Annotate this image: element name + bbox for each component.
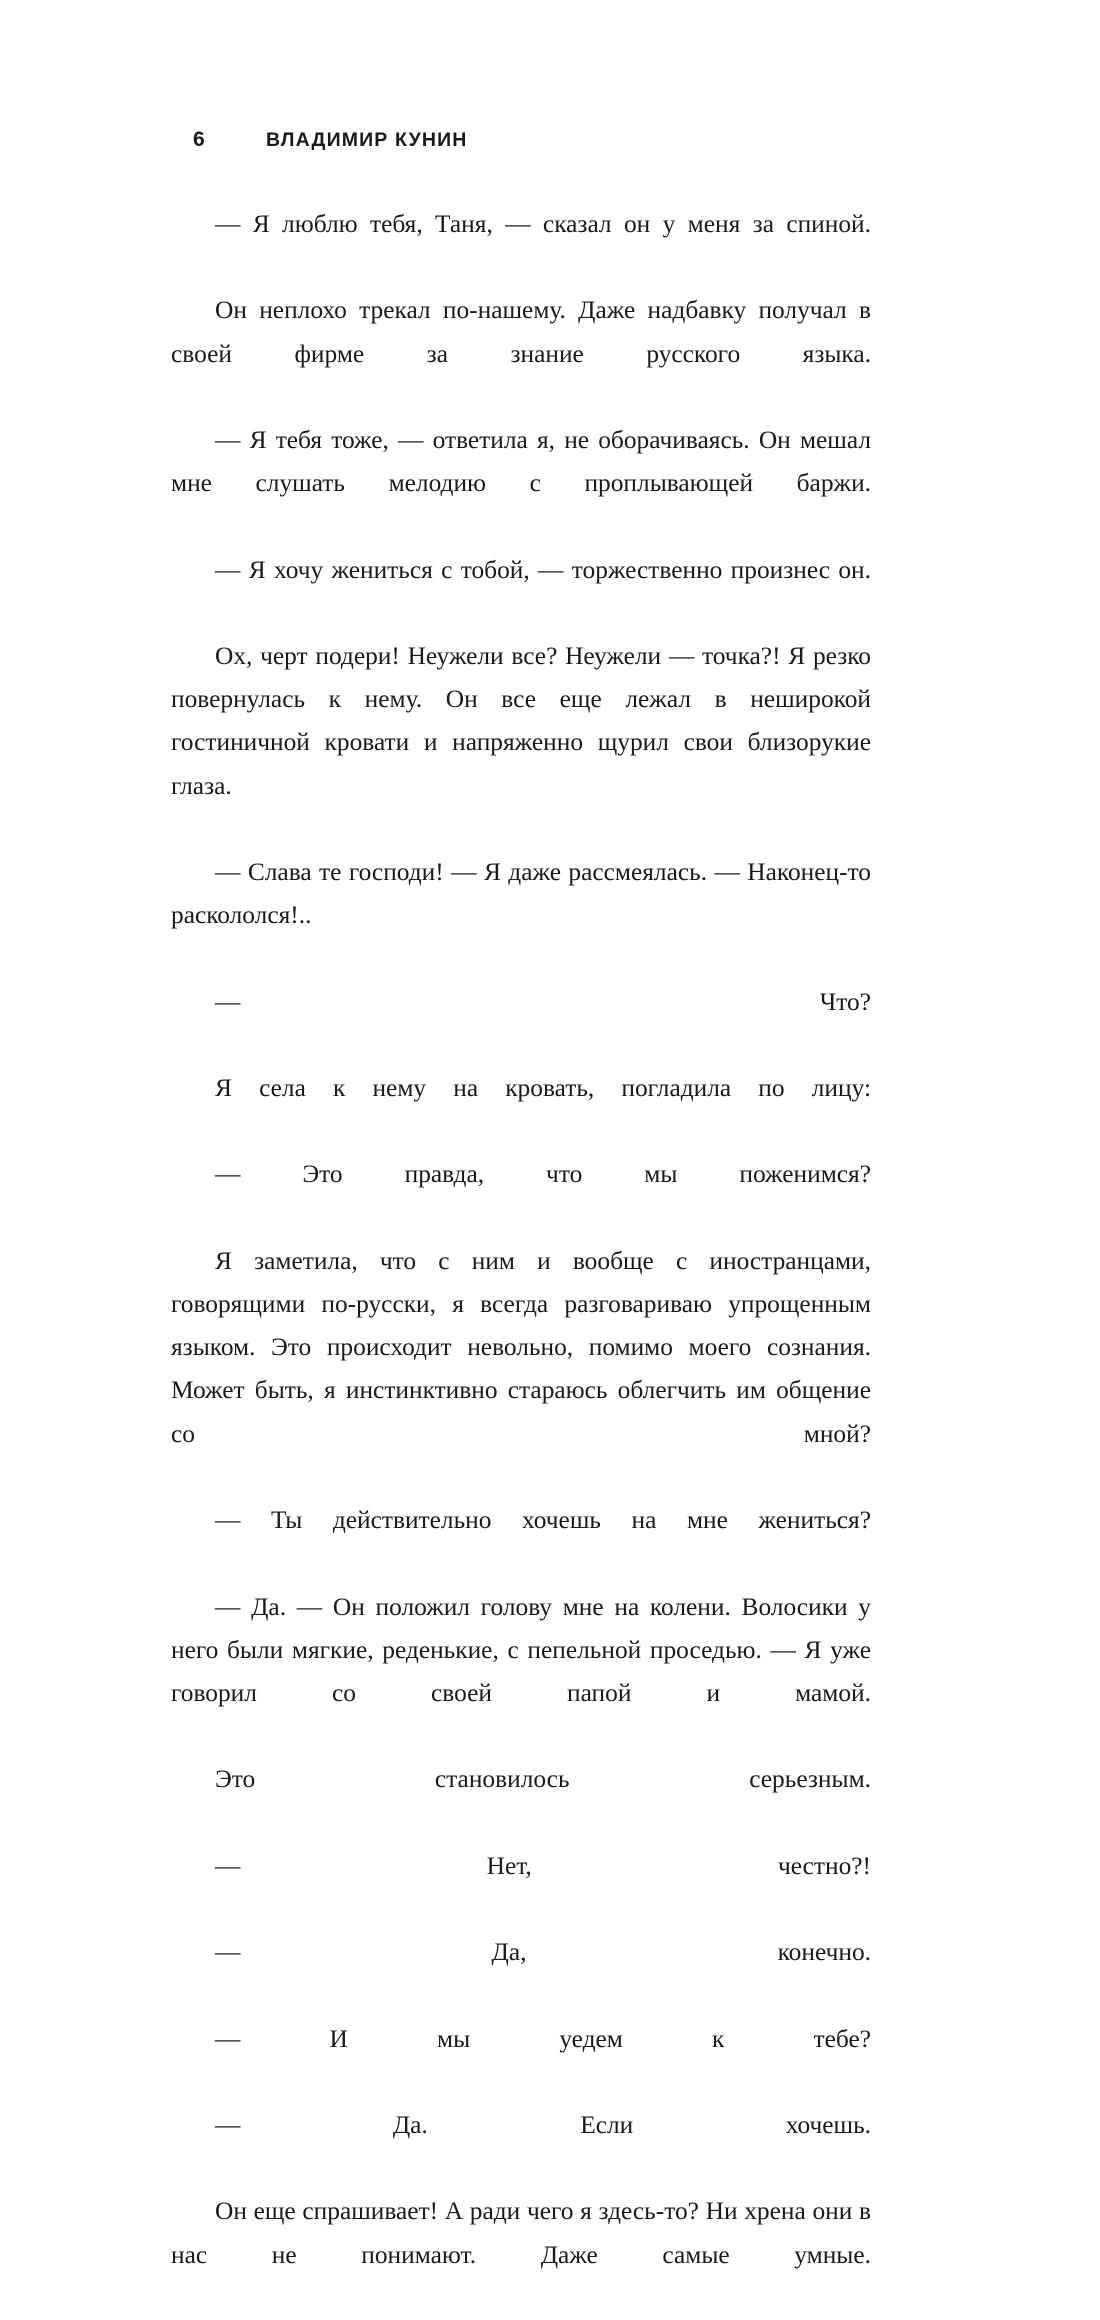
paragraph: — Нет, честно?!	[215, 1851, 871, 1880]
paragraph: Я заметила, что с ним и вообще с иностранцами, говорящими по-русски, я всегда разговариваю упрощенным языком. Это происходит невольно, помимо моего сознания. Может быть, я инстинктивно стараюсь облегчить им общение со мной?	[171, 1246, 871, 1448]
paragraph: Это становилось серьезным.	[215, 1765, 871, 1794]
paragraph: — Это правда, что мы поженимся?	[215, 1160, 871, 1189]
body-text	[171, 203, 871, 2320]
paragraph: Он неплохо трекал по-нашему. Даже надбавку получал в своей фирме за знание русского языка.	[171, 296, 871, 368]
paragraph: — И мы уедем к тебе?	[215, 2024, 871, 2053]
running-title: ВЛАДИМИР КУНИН	[266, 129, 468, 151]
paragraph: — Слава те господи! — Я даже рассмеялась. — Наконец-то раскололся!..	[171, 858, 871, 930]
paragraph: — Да. Если хочешь.	[215, 2110, 871, 2139]
paragraph: — Я люблю тебя, Таня, — сказал он у меня за спиной.	[215, 210, 871, 238]
paragraph: Ох, черт подери! Неужели все? Неужели — точка?! Я резко повернулась к нему. Он все еще лежал в неширокой гостиничной кровати и напряженно щурил свои близорукие глаза.	[171, 642, 871, 800]
paragraph: — Я тебя тоже, — ответила я, не оборачиваясь. Он мешал мне слушать мелодию с проплывающей баржи.	[171, 426, 871, 498]
page-header	[193, 128, 467, 152]
paragraph: Я села к нему на кровать, погладила по лицу:	[215, 1074, 871, 1103]
paragraph: — Да. — Он положил голову мне на колени. Волосики у него были мягкие, реденькие, с пепельной проседью. — Я уже говорил со своей папой и мамой.	[171, 1592, 871, 1707]
paragraph: Он еще спрашивает! А ради чего я здесь-то? Ни хрена они в нас не понимают. Даже самые умные.	[171, 2197, 871, 2269]
paragraph: — Что?	[215, 987, 871, 1016]
page-number: 6	[193, 128, 206, 151]
paragraph: — Да, конечно.	[215, 1938, 871, 1967]
paragraph: — Я хочу жениться с тобой, — торжественно произнес он.	[215, 555, 871, 584]
paragraph: — Ты действительно хочешь на мне жениться?	[215, 1506, 871, 1535]
